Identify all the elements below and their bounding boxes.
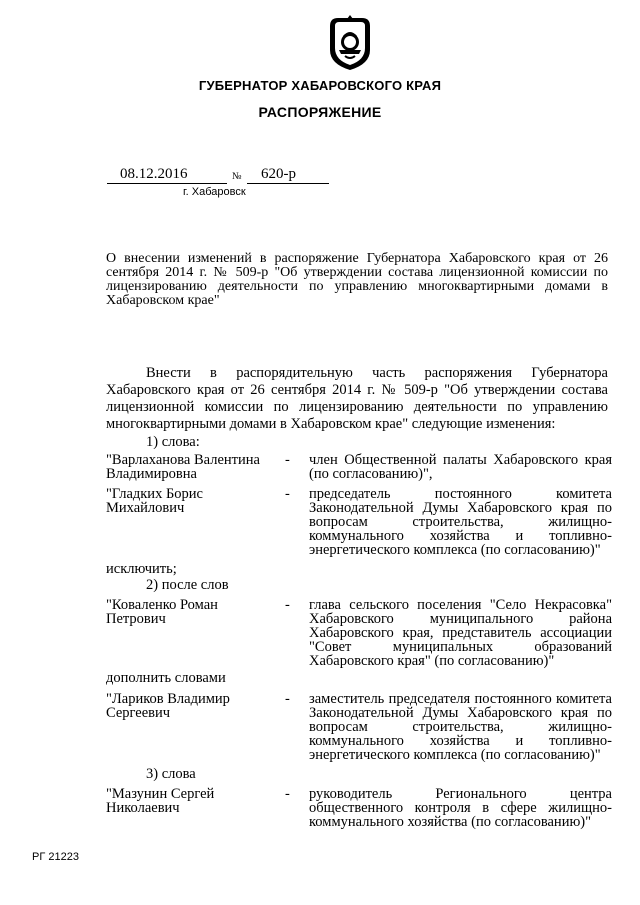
document-type: РАСПОРЯЖЕНИЕ xyxy=(258,104,382,120)
date-underline xyxy=(107,183,227,184)
body-intro: Внести в распорядительную часть распоряжения Губернатора Хабаровского края от 26 сентября 2014 г. № 509-р "Об утверждении состава лицензионной комиссии по лицензированию деятельности по управлению многоквартирными домами в Хабаровском крае" следующие изменения: xyxy=(106,365,608,432)
entry-dash: - xyxy=(285,452,290,468)
entry-name: "Коваленко Роман Петрович xyxy=(106,597,218,627)
entry-name: "Мазунин Сергей Николаевич xyxy=(106,786,215,816)
document-subject: О внесении изменений в распоряжение Губернатора Хабаровского края от 26 сентября 2014 г. № 509-р "Об утверждении состава лицензионной комиссии по лицензированию деятельности по управлению многоквартирными домами в Хабаровском крае" xyxy=(106,251,608,308)
entry-dash: - xyxy=(285,786,290,802)
khabarovsk-krai-coat-of-arms-icon xyxy=(326,14,374,72)
entry-dash: - xyxy=(285,597,290,613)
document-number: 620-р xyxy=(261,166,296,182)
authority-title: ГУБЕРНАТОР ХАБАРОВСКОГО КРАЯ xyxy=(198,78,442,93)
entry-description: председатель постоянного комитета Законодательной Думы Хабаровского края по вопросам строительства, жилищно-коммунального хозяйства и топливно-энергетического комплекса (по согласованию)" xyxy=(309,486,612,558)
section-2-action: дополнить словами xyxy=(106,670,226,686)
entry-dash: - xyxy=(285,486,290,502)
number-sign: № xyxy=(232,171,242,182)
entry-name: "Гладких Борис Михайлович xyxy=(106,486,203,516)
entry-description: член Общественной палаты Хабаровского края (по согласованию)", xyxy=(309,452,612,482)
entry-description: заместитель председателя постоянного комитета Законодательной Думы Хабаровского края по вопросам строительства, жилищно-коммунального хозяйства и топливно-энергетического комплекса (по согласованию)" xyxy=(309,691,612,763)
entry-description: глава сельского поселения "Село Некрасовка" Хабаровского муниципального района Хабаровского края, представитель ассоциации "Совет муниципальных образований Хабаровского края" (по согласованию)" xyxy=(309,597,612,669)
footer-code: РГ 21223 xyxy=(32,851,79,863)
section-1-action: исключить; xyxy=(106,561,177,577)
number-underline xyxy=(247,183,329,184)
city-label: г. Хабаровск xyxy=(183,186,246,198)
entry-description: руководитель Регионального центра общественного контроля в сфере жилищно-коммунального хозяйства (по согласованию)" xyxy=(309,786,612,830)
entry-dash: - xyxy=(285,691,290,707)
section-1-label: 1) слова: xyxy=(146,434,200,450)
section-3-label: 3) слова xyxy=(146,766,196,782)
document-date: 08.12.2016 xyxy=(120,166,188,182)
section-2-label: 2) после слов xyxy=(146,577,229,593)
entry-name: "Варлаханова Валентина Владимировна xyxy=(106,452,260,482)
entry-name: "Лариков Владимир Сергеевич xyxy=(106,691,230,721)
